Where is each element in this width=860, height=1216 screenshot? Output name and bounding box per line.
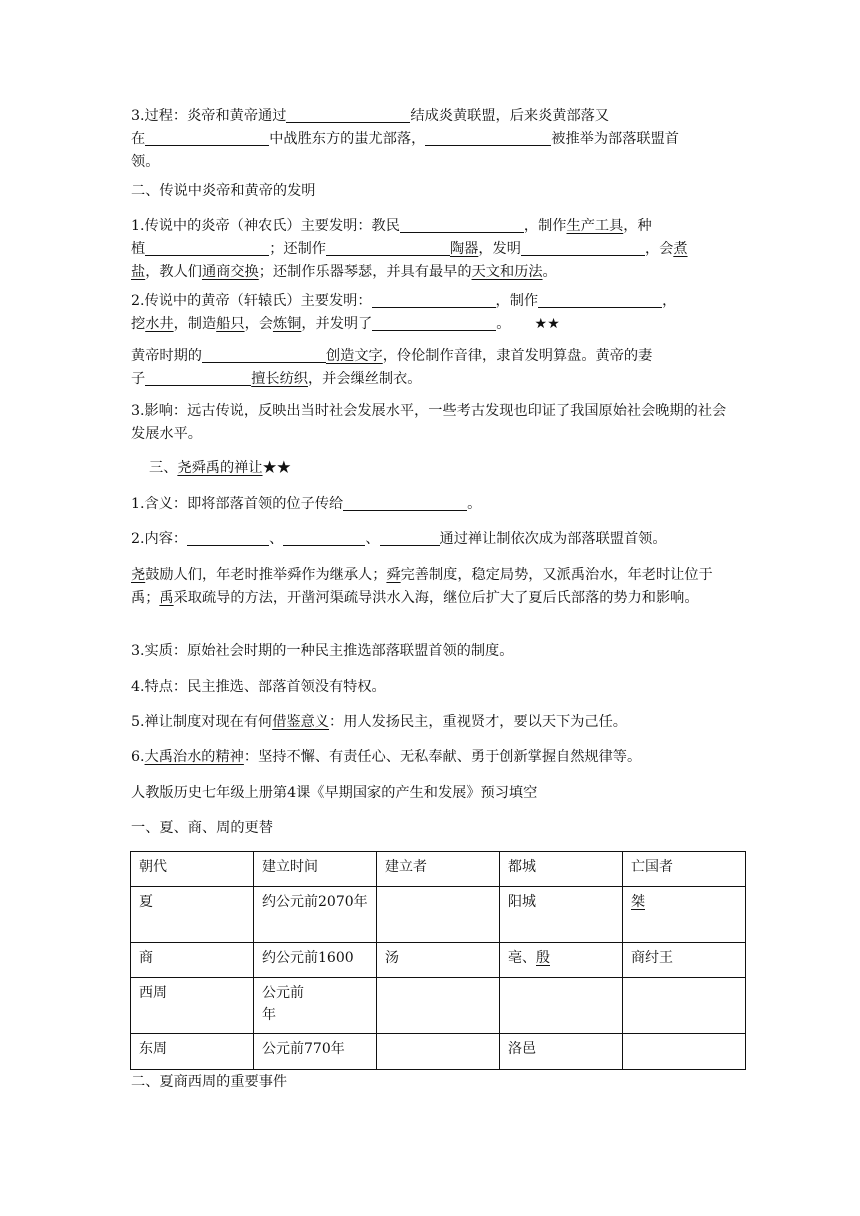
table-row <box>131 887 746 943</box>
paragraph-essence: 3.实质：原始社会时期的一种民主推选部落联盟首领的制度。 <box>131 643 514 659</box>
fill-blank[interactable] <box>145 128 269 146</box>
table-cell: 阳城 <box>500 887 623 943</box>
fill-blank[interactable] <box>372 313 496 331</box>
paragraph-spirit: 6.大禹治水的精神：坚持不懈、有责任心、无私奉献、勇于创新掌握自然规律等。 <box>131 749 642 765</box>
paragraph-feature: 4.特点：民主推选、部落首领没有特权。 <box>131 679 386 695</box>
fill-blank[interactable] <box>521 238 645 256</box>
fill-blank[interactable] <box>145 238 269 256</box>
table-cell: 商纣王 <box>623 943 746 978</box>
table-cell <box>623 1034 746 1070</box>
table-cell <box>377 1034 500 1070</box>
paragraph-yandi: 1.传说中的炎帝（神农氏）主要发明：教民 ，制作生产工具，种 植 ；还制作 陶器，发明 ，会煮 盐，教人们通商交换；还制作乐器琴瑟，并具有最早的天文和历法。 <box>131 215 741 284</box>
fill-blank[interactable] <box>538 290 662 308</box>
table-cell <box>377 978 500 1034</box>
table-row <box>131 978 746 1034</box>
fill-blank[interactable] <box>202 345 326 363</box>
fill-blank[interactable] <box>187 528 269 546</box>
section-heading-abdication: 三、尧舜禹的禅让★★ <box>149 460 291 476</box>
paragraph-lesson: 5.禅让制度对现在有何借鉴意义：用人发扬民主，重视贤才，要以天下为己任。 <box>131 714 627 730</box>
table-cell: 约公元前2070年 <box>254 887 377 943</box>
table-cell: 桀 <box>623 887 746 943</box>
paragraph-huangdi-period: 黄帝时期的 创造文字，伶伦制作音律，隶首发明算盘。黄帝的妻 子 擅长纺织，并会缫丝制衣。 <box>131 345 741 391</box>
table-cell <box>500 978 623 1034</box>
fill-blank[interactable] <box>326 238 450 256</box>
section-heading-dynasties: 一、夏、商、周的更替 <box>131 820 273 836</box>
table-header-row <box>131 852 746 887</box>
paragraph-process: 3.过程：炎帝和黄帝通过 结成炎黄联盟，后来炎黄部落又 在 中战胜东方的蚩尤部落， 被推举为部落联盟首 领。 <box>131 105 741 174</box>
paragraph-content: 2.内容： 、 、 通过禅让制依次成为部落联盟首领。 <box>131 528 667 551</box>
table-cell: 洛邑 <box>500 1034 623 1070</box>
table-cell: 汤 <box>377 943 500 978</box>
paragraph-huangdi: 2.传说中的黄帝（轩辕氏）主要发明： ，制作 ， 挖水井，制造船只，会炼铜，并发明了 。 ★★ <box>131 290 741 336</box>
fill-blank[interactable] <box>372 290 496 308</box>
table-cell: 东周 <box>131 1034 254 1070</box>
fill-blank[interactable] <box>425 128 551 146</box>
table-header-cell: 建立者 <box>377 852 500 887</box>
table-cell: 公元前770年 <box>254 1034 377 1070</box>
fill-blank[interactable] <box>343 493 467 511</box>
table-header-cell: 建立时间 <box>254 852 377 887</box>
table-cell: 夏 <box>131 887 254 943</box>
table-cell: 约公元前1600 <box>254 943 377 978</box>
table-cell: 亳、殷 <box>500 943 623 978</box>
table-cell <box>623 978 746 1034</box>
table-row <box>131 1034 746 1070</box>
paragraph-meaning: 1.含义：即将部落首领的位子传给 。 <box>131 493 481 516</box>
fill-blank[interactable] <box>286 105 410 123</box>
section-heading-events: 二、夏商西周的重要事件 <box>131 1074 288 1090</box>
table-cell: 公元前 年 <box>254 978 377 1034</box>
fill-blank[interactable] <box>145 368 251 386</box>
paragraph-impact: 3.影响：远古传说，反映出当时社会发展水平，一些考古发现也印证了我国原始社会晚期的社会发展水平。 <box>131 403 727 442</box>
table-cell: 商 <box>131 943 254 978</box>
table-header-cell: 都城 <box>500 852 623 887</box>
fill-blank[interactable] <box>400 215 524 233</box>
fill-blank[interactable] <box>283 528 365 546</box>
table-cell: 西周 <box>131 978 254 1034</box>
table-cell <box>377 887 500 943</box>
table-header-cell: 亡国者 <box>623 852 746 887</box>
course-title: 人教版历史七年级上册第4课《早期国家的产生和发展》预习填空 <box>131 785 538 801</box>
dynasty-table <box>130 851 746 1070</box>
table-row <box>131 943 746 978</box>
section-heading-inventions: 二、传说中炎帝和黄帝的发明 <box>131 183 316 199</box>
star-rating: ★★ <box>262 460 291 476</box>
fill-blank[interactable] <box>380 528 440 546</box>
paragraph-story: 尧鼓励人们，年老时推举舜作为继承人；舜完善制度，稳定局势，又派禹治水，年老时让位于禹；禹采取疏导的方法，开凿河渠疏导洪水入海，继位后扩大了夏后氏部落的势力和影响。 <box>131 567 713 606</box>
star-rating: ★★ <box>534 316 560 332</box>
table-header-cell: 朝代 <box>131 852 254 887</box>
